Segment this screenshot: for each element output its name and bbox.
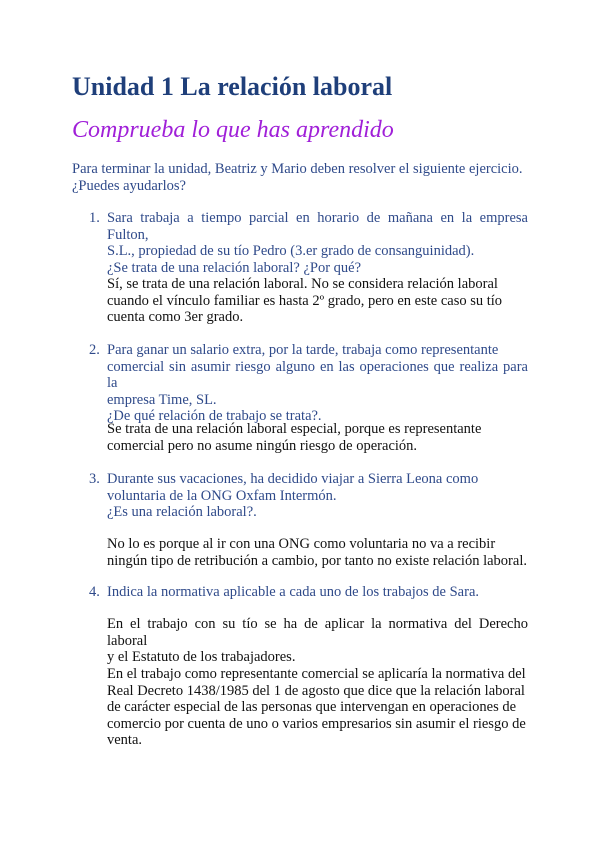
question-line: ¿Es una relación laboral?. xyxy=(107,504,257,520)
answer-4b xyxy=(107,666,528,749)
answer-line: En el trabajo con su tío se ha de aplicar la normativa del Derecho laboral xyxy=(107,616,528,649)
question-line: empresa Time, SL. xyxy=(107,391,217,408)
answer-line: ningún tipo de retribución a cambio, por tanto no existe relación laboral. xyxy=(107,552,527,569)
answer-line: En el trabajo como representante comercial se aplicaría la normativa del xyxy=(107,666,526,682)
intro-line: Para terminar la unidad, Beatriz y Mario deben resolver el siguiente ejercicio. xyxy=(72,161,523,177)
question-number: 4. xyxy=(89,584,100,600)
question-number: 2. xyxy=(89,342,100,358)
question-line: Sara trabaja a tiempo parcial en horario de mañana en la empresa Fulton, xyxy=(107,210,528,243)
answer-line: de carácter especial de las personas que intervengan en operaciones de xyxy=(107,699,517,715)
answer-line: comercio por cuenta de uno o varios empresarios sin asumir el riesgo de xyxy=(107,715,526,732)
page-title: Unidad 1 La relación laboral xyxy=(72,72,393,101)
answer-line: Se trata de una relación laboral especial, porque es representante xyxy=(107,421,482,437)
question-line: voluntaria de la ONG Oxfam Intermón. xyxy=(107,487,337,504)
question-line: Indica la normativa aplicable a cada uno de los trabajos de Sara. xyxy=(107,584,480,600)
answer-3 xyxy=(107,536,528,569)
answer-line: y el Estatuto de los trabajadores. xyxy=(107,649,296,665)
answer-1 xyxy=(107,276,528,326)
answer-line: Real Decreto 1438/1985 del 1 de agosto que dice que la relación laboral xyxy=(107,682,525,699)
question-line: comercial sin asumir riesgo alguno en las operaciones que realiza para la xyxy=(107,358,528,391)
question-line: S.L., propiedad de su tío Pedro (3.er grado de consanguinidad). xyxy=(107,243,475,259)
question-4-text xyxy=(107,584,528,601)
answer-line: venta. xyxy=(107,732,143,748)
answer-4a xyxy=(107,616,528,666)
question-line: ¿Se trata de una relación laboral? ¿Por qué? xyxy=(107,259,362,276)
question-line: Durante sus vacaciones, ha decidido viajar a Sierra Leona como xyxy=(107,471,479,487)
answer-line: cuando el vínculo familiar es hasta 2º grado, pero en este caso su tío xyxy=(107,292,503,309)
question-number: 3. xyxy=(89,471,100,487)
question-line: ¿De qué relación de trabajo se trata?. xyxy=(107,408,322,424)
question-3-text xyxy=(107,471,528,521)
answer-line: cuenta como 3er grado. xyxy=(107,309,244,325)
intro-paragraph xyxy=(72,161,528,194)
answer-line: Sí, se trata de una relación laboral. No se considera relación laboral xyxy=(107,276,498,292)
question-2-text xyxy=(107,342,528,425)
answer-2 xyxy=(107,421,528,454)
question-1-text xyxy=(107,210,528,276)
answer-line: No lo es porque al ir con una ONG como voluntaria no va a recibir xyxy=(107,536,496,552)
question-line: Para ganar un salario extra, por la tarde, trabaja como representante xyxy=(107,342,499,358)
intro-line: ¿Puedes ayudarlos? xyxy=(72,177,186,194)
section-subtitle: Comprueba lo que has aprendido xyxy=(72,117,394,143)
answer-line: comercial pero no asume ningún riesgo de operación. xyxy=(107,437,418,454)
question-number: 1. xyxy=(89,210,100,226)
